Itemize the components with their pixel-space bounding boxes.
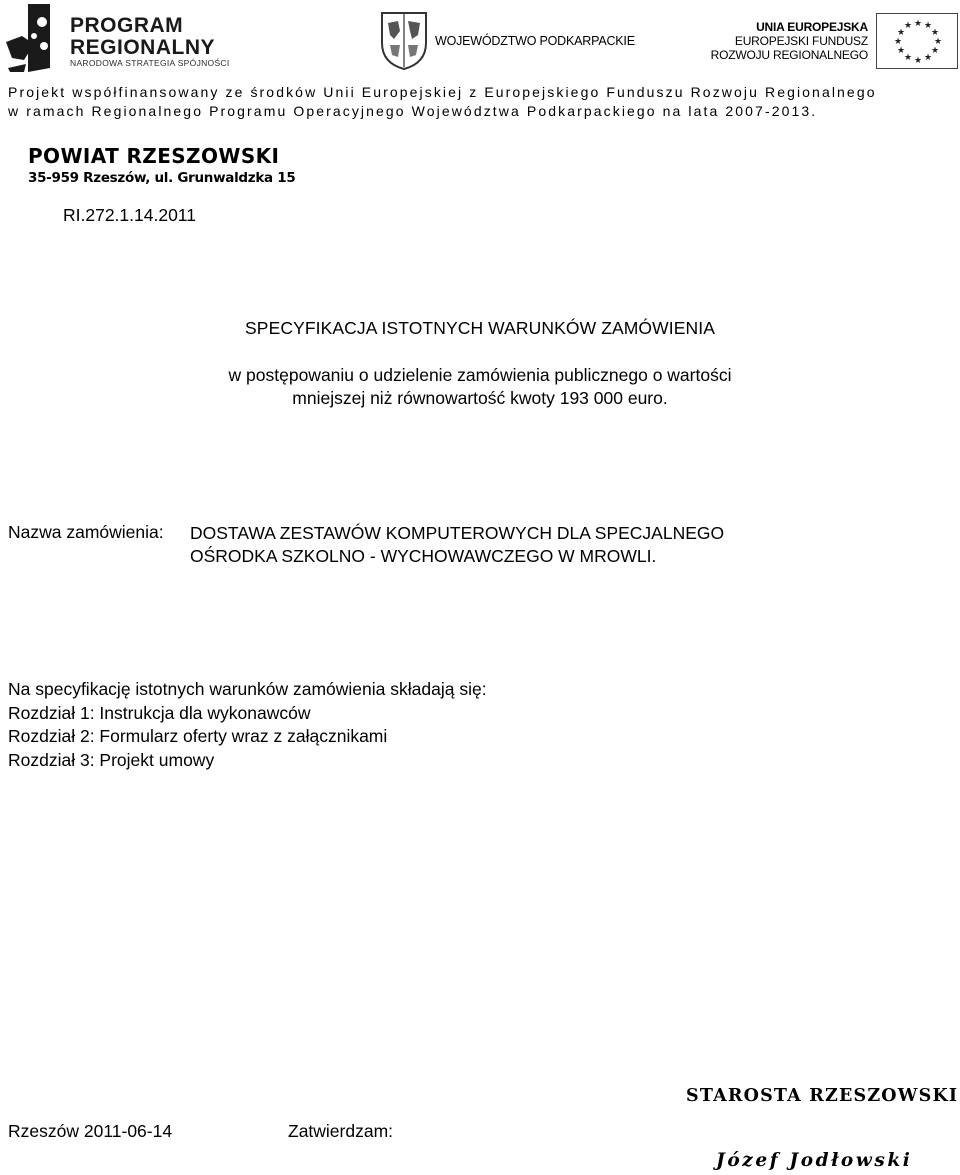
svg-text:★: ★ (934, 37, 943, 47)
svg-text:★: ★ (914, 19, 923, 29)
eu-label-line3: ROZWOJU REGIONALNEGO (710, 48, 868, 62)
place-and-date: Rzeszów 2011-06-14 (8, 1121, 173, 1141)
signature-name: Józef Jodłowski (716, 1150, 913, 1171)
svg-text:★: ★ (904, 53, 913, 63)
starosta-stamp: STAROSTA RZESZOWSKI (686, 1086, 959, 1106)
eu-stars-flag-icon (876, 13, 958, 69)
voivodeship-label: WOJEWÓDZTWO PODKARPACKIE (435, 34, 635, 48)
specification-contents (8, 678, 487, 772)
document-title: SPECYFIKACJA ISTOTNYCH WARUNKÓW ZAMÓWIENIA (245, 318, 715, 338)
program-star-icon (4, 2, 64, 74)
eu-label-line2: EUROPEJSKI FUNDUSZ (734, 34, 868, 48)
svg-text:★: ★ (924, 53, 933, 63)
approve-label: Zatwierdzam: (288, 1121, 394, 1141)
program-logo-line3: NARODOWA STRATEGIA SPÓJNOŚCI (70, 58, 230, 68)
eu-label-line1: UNIA EUROPEJSKA (756, 20, 868, 34)
cofinancing-line-2: w ramach Regionalnego Programu Operacyjnego Województwa Podkarpackiego na lata 2007-2013. (8, 103, 818, 119)
issuer-address: 35-959 Rzeszów, ul. Grunwaldzka 15 (28, 170, 296, 186)
svg-text:★: ★ (904, 21, 913, 31)
subtitle-line-1: w postępowaniu o udzielenie zamówienia publicznego o wartości (228, 365, 732, 385)
svg-text:★: ★ (931, 28, 940, 38)
chapter-item: Rozdział 3: Projekt umowy (8, 749, 215, 770)
order-value-line-1: DOSTAWA ZESTAWÓW KOMPUTEROWYCH DLA SPECJALNEGO (190, 523, 725, 543)
order-name-value (190, 522, 830, 568)
svg-text:★: ★ (894, 37, 903, 47)
svg-text:★: ★ (914, 56, 923, 66)
subtitle-line-2: mniejszej niż równowartość kwoty 193 000 euro. (292, 388, 668, 408)
reference-number: RI.272.1.14.2011 (63, 205, 196, 225)
chapter-item: Rozdział 1: Instrukcja dla wykonawców (8, 702, 311, 723)
program-logo-line2: REGIONALNY (70, 36, 216, 59)
chapter-item: Rozdział 2: Formularz oferty wraz z załącznikami (8, 726, 388, 746)
svg-text:★: ★ (924, 21, 933, 31)
program-regionalny-logo (4, 2, 244, 74)
document-subtitle (0, 364, 960, 410)
issuer-name: POWIAT RZESZOWSKI (28, 144, 280, 168)
order-value-line-2: OŚRODKA SZKOLNO - WYCHOWAWCZEGO W MROWLI. (190, 546, 657, 566)
svg-text:★: ★ (897, 28, 906, 38)
eu-fund-label (690, 20, 868, 62)
contents-intro: Na specyfikację istotnych warunków zamówienia składają się: (8, 679, 487, 699)
svg-text:★: ★ (897, 46, 906, 56)
cofinancing-line-1: Projekt współfinansowany ze środków Unii Europejskiej z Europejskiego Funduszu Rozwoju Regionalnego (8, 84, 877, 100)
program-logo-line1: PROGRAM (70, 14, 184, 37)
podkarpackie-coat-of-arms-icon (378, 9, 430, 71)
order-name-label: Nazwa zamówienia: (8, 522, 164, 542)
svg-text:★: ★ (931, 46, 940, 56)
